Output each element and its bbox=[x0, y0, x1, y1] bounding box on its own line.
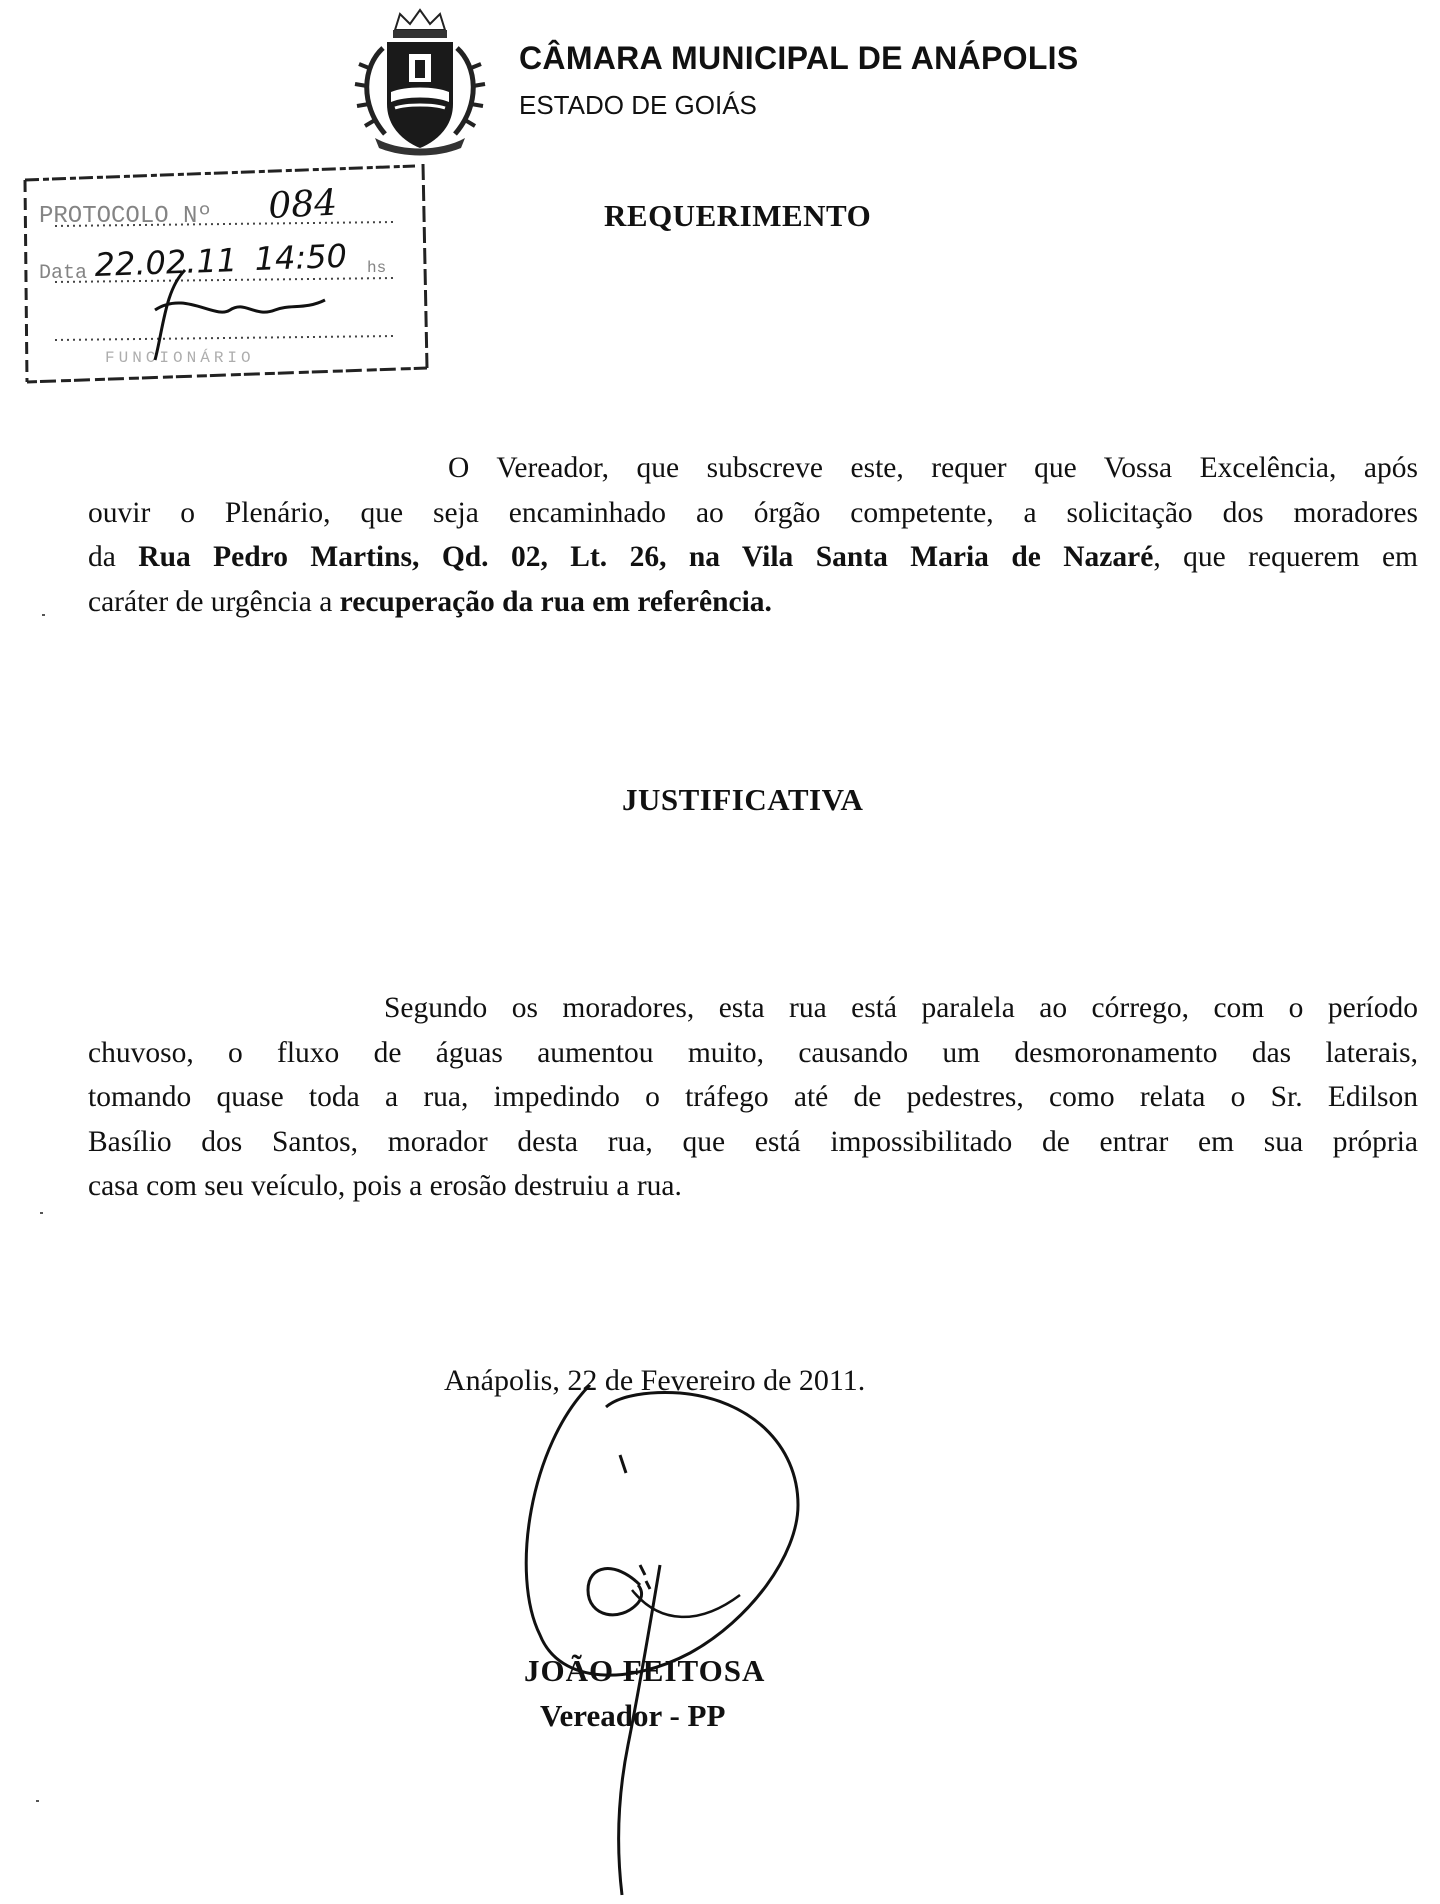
justification-line: tomando quase toda a rua, impedindo o tráfego até de pedestres, como relata o Sr. Edilson bbox=[88, 1081, 1418, 1113]
stamp-time: 14:50 bbox=[253, 236, 348, 278]
request-text: da bbox=[88, 541, 139, 573]
scan-speck bbox=[40, 1212, 43, 1214]
stamp-number: 084 bbox=[267, 182, 339, 227]
justification-paragraph bbox=[88, 986, 1418, 1209]
stamp-footer: FUNCIONÁRIO bbox=[105, 349, 255, 367]
request-line: O Vereador, que subscreve este, requer que Vossa Excelência, após bbox=[448, 452, 1418, 484]
protocol-stamp bbox=[15, 160, 435, 392]
request-paragraph bbox=[88, 446, 1418, 624]
signer-name: JOÃO FEITOSA bbox=[524, 1653, 766, 1688]
justification-line: casa com seu veículo, pois a erosão destruiu a rua. bbox=[88, 1170, 682, 1202]
scan-speck bbox=[36, 1800, 39, 1802]
request-line: ouvir o Plenário, que seja encaminhado ao órgão competente, a solicitação dos moradores bbox=[88, 496, 1418, 529]
signer-role: Vereador - PP bbox=[540, 1698, 726, 1733]
stamp-time-suffix: hs bbox=[367, 259, 387, 277]
document-title: REQUERIMENTO bbox=[604, 198, 872, 233]
stamp-date-label: Data bbox=[39, 262, 88, 285]
stamp-label: PROTOCOLO Nº bbox=[39, 203, 212, 230]
request-address: Rua Pedro Martins, Qd. 02, Lt. 26, na Vila Santa Maria de Nazaré bbox=[138, 541, 1154, 573]
justification-line: chuvoso, o fluxo de águas aumentou muito, causando um desmoronamento das laterais, bbox=[88, 1036, 1418, 1069]
stamp-date: 22.02.11 bbox=[93, 241, 238, 284]
organization-state: ESTADO DE GOIÁS bbox=[519, 90, 757, 120]
organization-name: CÂMARA MUNICIPAL DE ANÁPOLIS bbox=[519, 40, 1079, 76]
handwritten-signature bbox=[520, 1385, 810, 1900]
justification-line: Segundo os moradores, esta rua está paralela ao córrego, com o período bbox=[384, 992, 1418, 1024]
date-line: Anápolis, 22 de Fevereiro de 2011. bbox=[444, 1364, 866, 1397]
request-subject: recuperação da rua em referência. bbox=[339, 585, 772, 618]
request-line bbox=[88, 580, 1418, 625]
municipal-coat-of-arms-icon bbox=[345, 8, 495, 156]
request-line bbox=[88, 535, 1418, 580]
justification-line: Basílio dos Santos, morador desta rua, que está impossibilitado de entrar em sua própria bbox=[88, 1125, 1418, 1158]
justification-title: JUSTIFICATIVA bbox=[622, 782, 864, 817]
request-text: , que requerem em bbox=[1153, 541, 1419, 573]
request-text: caráter de urgência a bbox=[88, 585, 340, 618]
scan-speck bbox=[42, 614, 45, 616]
stamp-initials-signature bbox=[155, 270, 325, 360]
